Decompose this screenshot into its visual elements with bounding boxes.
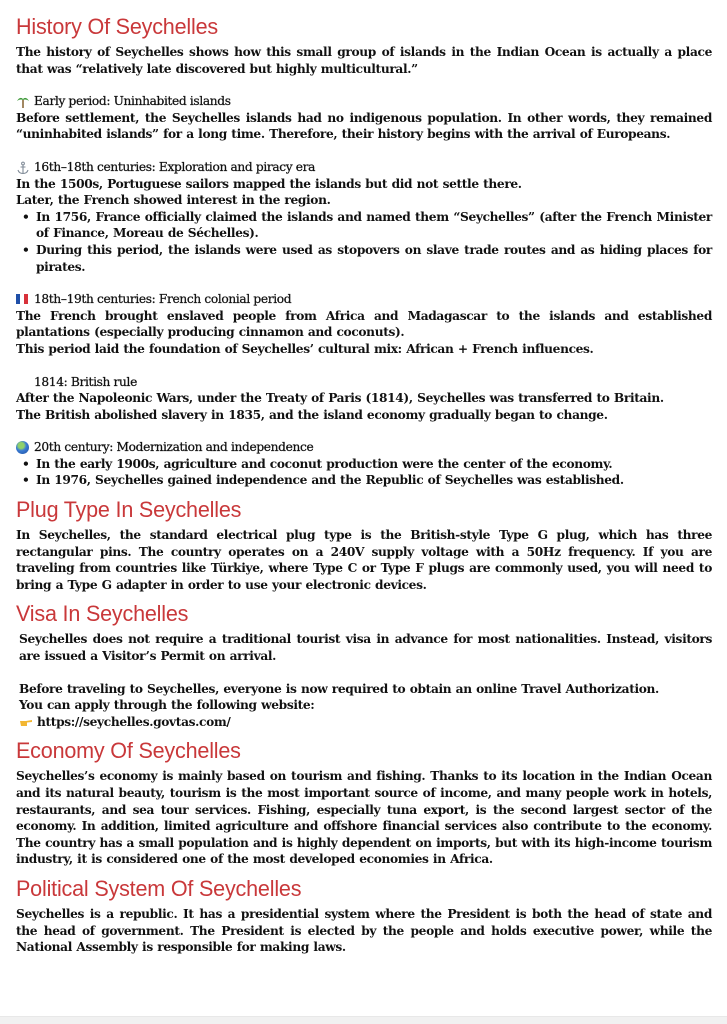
plug-section [16, 497, 712, 593]
travel-authorization-link[interactable]: https://seychelles.govtas.com/ [37, 714, 231, 729]
period-20th-century [16, 439, 712, 489]
anchor-icon [16, 161, 30, 174]
uk-flag-icon [16, 375, 30, 388]
bullet-item: • During this period, the islands were used as stopovers on slave trade routes and as hiding places for pirates. [36, 242, 712, 275]
economy-text: Seychelles’s economy is mainly based on tourism and fishing. Thanks to its location in the Indian Ocean and its natural beauty, tourism is the most important source of income, and many people work in hotels, restaurants, and sea tour services. Fishing, especially tuna export, is the second largest sector of the economy. In addition, limited agriculture and offshore financial services also contribute to the economy. The country has a small population and is highly dependent on imports, but with its high-income tourism industry, it is considered one of the most developed economies in Africa. [16, 769, 712, 867]
globe-icon [16, 441, 30, 454]
period-bullets [16, 456, 712, 489]
period-heading: Early period: Uninhabited islands [34, 94, 231, 109]
economy-section [16, 738, 712, 868]
history-section [16, 14, 712, 489]
visa-section [16, 601, 712, 730]
period-exploration [16, 159, 712, 275]
visa-text: Before traveling to Seychelles, everyone is now required to obtain an online Travel Authorization. [19, 681, 659, 696]
period-heading: 18th–19th centuries: French colonial period [34, 292, 292, 307]
period-early [16, 93, 712, 143]
bottom-bar [0, 1016, 727, 1024]
visa-title: Visa In Seychelles [16, 601, 189, 627]
plug-title: Plug Type In Seychelles [16, 497, 242, 523]
political-text: Seychelles is a republic. It has a presidential system where the President is both the head of state and the head of government. The President is elected by the people and holds executive power, while the National Assembly is responsible for making laws. [16, 906, 712, 955]
period-heading: 1814: British rule [34, 374, 137, 389]
france-flag-icon [16, 293, 30, 306]
bullet-item: • In the early 1900s, agriculture and coconut production were the center of the economy. [36, 456, 712, 473]
period-text: In the 1500s, Portuguese sailors mapped the islands but did not settle there. [16, 176, 522, 191]
economy-title: Economy Of Seychelles [16, 738, 241, 764]
political-title: Political System Of Seychelles [16, 875, 302, 901]
visa-text: You can apply through the following website: [19, 698, 315, 713]
period-text: This period laid the foundation of Seychelles’ cultural mix: African + French influences. [16, 341, 594, 356]
bullet-item: • In 1976, Seychelles gained independence and the Republic of Seychelles was established. [36, 472, 712, 489]
period-british [16, 374, 712, 424]
history-intro: The history of Seychelles shows how this small group of islands in the Indian Ocean is actually a place that was “relatively late discovered but highly multicultural.” [16, 45, 712, 76]
bullet-item: • In 1756, France officially claimed the islands and named them “Seychelles” (after the French Minister of Finance, Moreau de Séchelles). [36, 209, 712, 242]
period-heading: 16th–18th centuries: Exploration and piracy era [34, 159, 316, 174]
period-text: The French brought enslaved people from Africa and Madagascar to the islands and established plantations (especially producing cinnamon and coconuts). [16, 308, 712, 340]
period-text: The British abolished slavery in 1835, and the island economy gradually began to change. [16, 407, 608, 422]
history-title: History Of Seychelles [16, 14, 218, 39]
plug-text: In Seychelles, the standard electrical plug type is the British-style Type G plug, which has three rectangular pins. The country operates on a 240V supply voltage with a 50Hz frequency. If you are traveling from countries like Türkiye, where Type C or Type F plugs are commonly used, you will need to bring a Type G adapter in order to use your electronic devices. [16, 528, 712, 592]
palm-tree-icon [16, 95, 30, 108]
period-french [16, 291, 712, 357]
political-section [16, 876, 712, 956]
period-text: After the Napoleonic Wars, under the Treaty of Paris (1814), Seychelles was transferred to Britain. [16, 391, 664, 406]
period-heading: 20th century: Modernization and independence [34, 440, 314, 455]
visa-text: Seychelles does not require a traditional tourist visa in advance for most nationalities. Instead, visitors are issued a Visitor’s Permit on arrival. [19, 632, 712, 664]
period-text: Before settlement, the Seychelles islands had no indigenous population. In other words, they remained “uninhabited islands” for a long time. Therefore, their history begins with the arrival of Europeans. [16, 110, 712, 142]
visa-link-row [19, 714, 712, 731]
pointing-hand-icon [19, 716, 33, 729]
period-text: Later, the French showed interest in the region. [16, 193, 331, 208]
period-bullets [16, 209, 712, 275]
